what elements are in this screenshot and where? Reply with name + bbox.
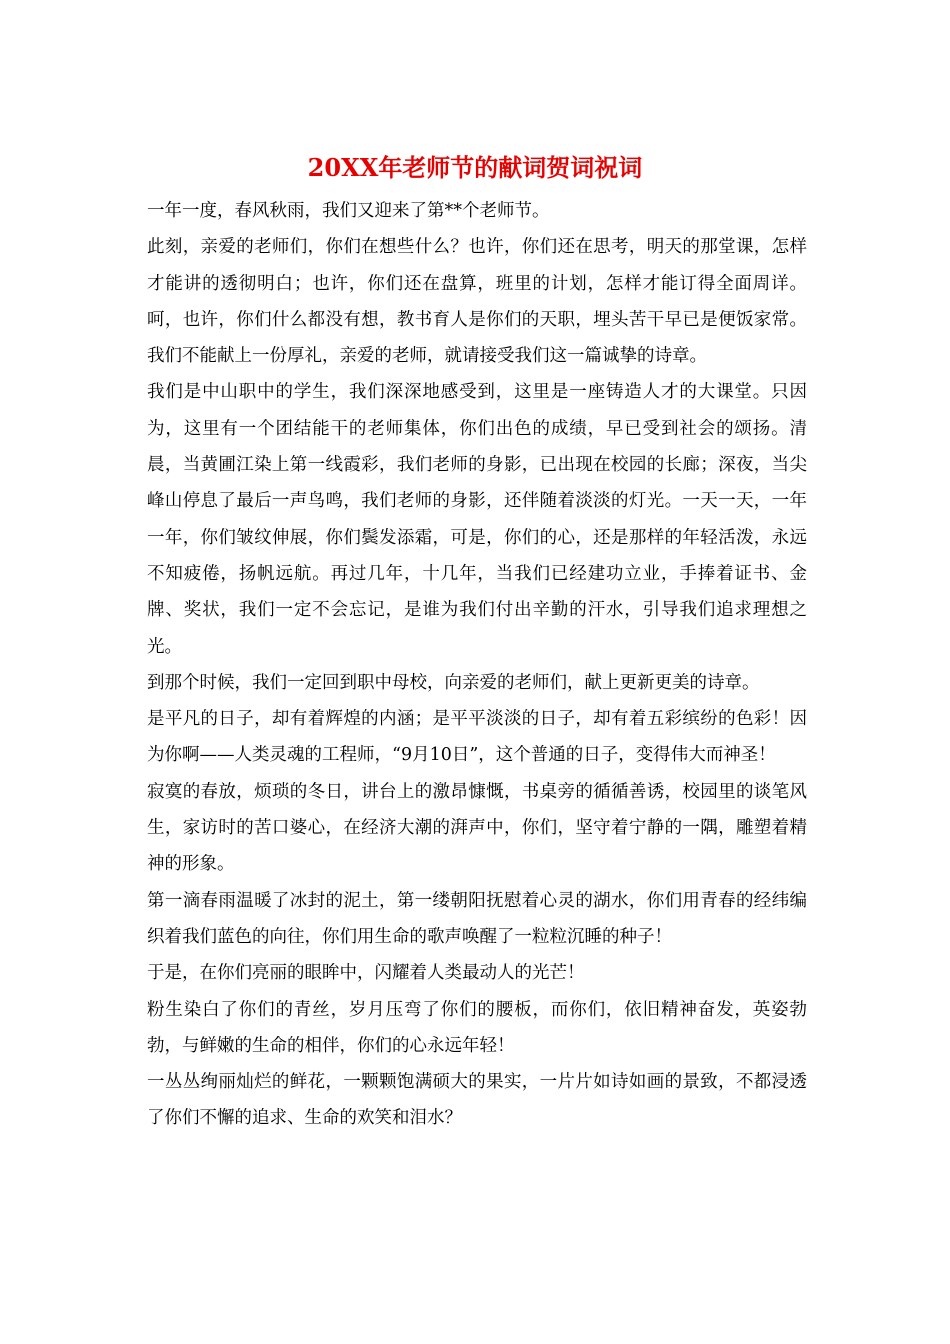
paragraph: 一丛丛绚丽灿烂的鲜花，一颗颗饱满硕大的果实，一片片如诗如画的景致，不都浸透了你们不懈的追求、生命的欢笑和泪水？ [147,1072,807,1129]
paragraph: 于是，在你们亮丽的眼眸中，闪耀着人类最动人的光芒！ [147,963,585,984]
paragraph: 一年一度，春风秋雨，我们又迎来了第**个老师节。 [147,201,550,221]
document-body [147,193,807,1137]
paragraph: 寂寞的春放，烦琐的冬日，讲台上的激昂慷慨，书桌旁的循循善诱，校园里的谈笔风生，家访时的苦口婆心，在经济大潮的湃声中，你们，坚守着宁静的一隅，雕塑着精神的形象。 [147,781,807,875]
paragraph: 第一滴春雨温暖了冰封的泥土，第一缕朝阳抚慰着心灵的湖水，你们用青春的经纬编织着我们蓝色的向往，你们用生命的歌声唤醒了一粒粒沉睡的种子！ [147,890,807,947]
paragraph: 到那个时候，我们一定回到职中母校，向亲爱的老师们，献上更新更美的诗章。 [147,672,760,693]
paragraph: 粉生染白了你们的青丝，岁月压弯了你们的腰板，而你们，依旧精神奋发，英姿勃勃，与鲜嫩的生命的相伴，你们的心永远年轻！ [147,999,807,1056]
document-title: 20XX年老师节的献词贺词祝词 [307,153,643,182]
paragraph: 是平凡的日子，却有着辉煌的内涵；是平平淡淡的日子，却有着五彩缤纷的色彩！因为你啊——人类灵魂的工程师，“9月10日”，这个普通的日子，变得伟大而神圣！ [147,709,807,766]
paragraph: 此刻，亲爱的老师们，你们在想些什么？也许，你们还在思考，明天的那堂课，怎样才能讲的透彻明白；也许，你们还在盘算，班里的计划，怎样才能订得全面周详。呵，也许，你们什么都没有想，教书育人是你们的天职，埋头苦干早已是便饭家常。我们不能献上一份厚礼，亲爱的老师，就请接受我们这一篇诚挚的诗章。 [147,237,807,367]
paragraph: 我们是中山职中的学生，我们深深地感受到，这里是一座铸造人才的大课堂。只因为，这里有一个团结能干的老师集体，你们出色的成绩，早已受到社会的颂扬。清晨，当黄圃江染上第一线霞彩，我们老师的身影，已出现在校园的长廊；深夜，当尖峰山停息了最后一声鸟鸣，我们老师的身影，还伴随着淡淡的灯光。一天一天，一年一年，你们皱纹伸展，你们鬓发添霜，可是，你们的心，还是那样的年轻活泼，永远不知疲倦，扬帆远航。再过几年，十几年，当我们已经建功立业，手捧着证书、金牌、奖状，我们一定不会忘记，是谁为我们付出辛勤的汗水，引导我们追求理想之光。 [147,382,807,657]
